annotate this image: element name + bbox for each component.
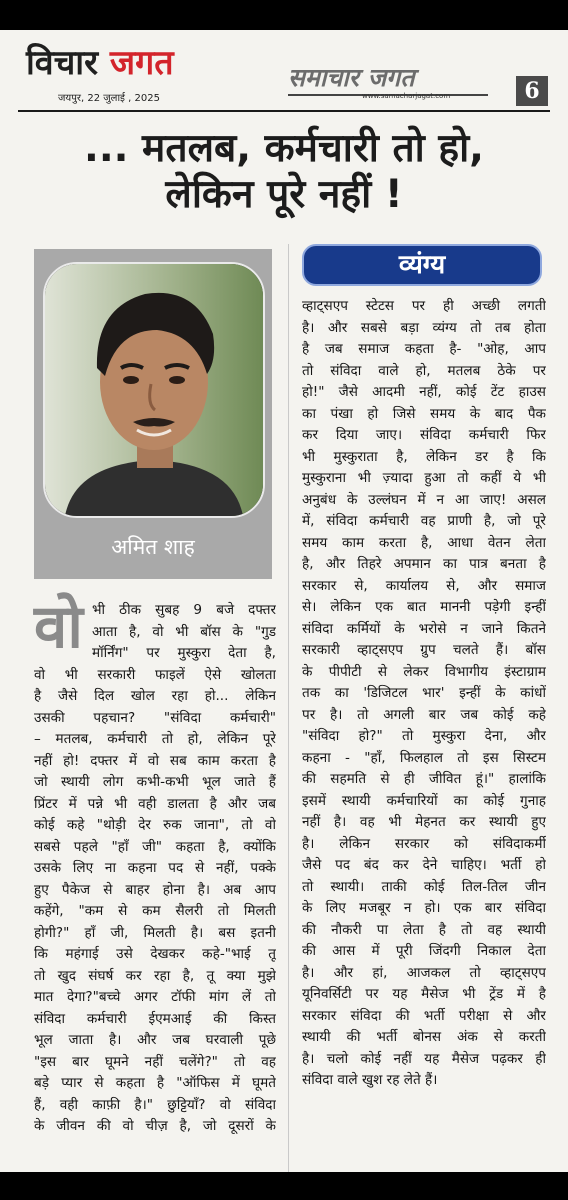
text-line: के जीवन की वो चीज़ है, जो दूसरों के — [34, 1118, 276, 1134]
section-label-satire: व्यंग्य — [302, 244, 542, 286]
masthead-word-vichar: विचार — [26, 43, 99, 83]
text-line: प्रिंटर में पन्ने भी वही डालता है और जब — [34, 795, 276, 812]
author-photo — [43, 262, 265, 518]
headline-line-1: ... मतलब, कर्मचारी तो हो, — [84, 126, 484, 171]
newspaper-url: www.samacharjagat.com — [362, 92, 451, 100]
text-line: "इस बार घूमने नहीं चलेंगे?" तो वह — [34, 1053, 276, 1070]
text-line: मुस्कुराना भी ज़्यादा हुआ तो कहीं ये भी — [302, 470, 546, 486]
text-line: हैं, वही काफ़ी है।" छुट्टियाँ? वो संविदा — [34, 1096, 276, 1113]
text-line: जैसे पद बंद कर देने चाहिए। भर्ती हो — [302, 857, 546, 873]
text-line: पर है। तो अगली बार जब कोई कहे — [302, 706, 546, 723]
text-line: की नौकरी पा लेता है तो वह स्थायी — [302, 921, 546, 938]
text-line: तो स्थायी। ताकी कोई तिल-तिल जीन — [302, 878, 546, 895]
text-line: है, और तिहरे अपमान का पात्र बनता है — [302, 556, 546, 572]
text-line: "संविदा हो?" तो मुस्कुरा देना, और — [302, 728, 546, 744]
text-line: का पंखा हो जिसे समय के बाद पैक — [302, 405, 546, 422]
left-column-text — [34, 600, 276, 1138]
text-line: की आस में पूरी जिंदगी निकाल देता — [302, 943, 546, 959]
text-line: है। चलो कोई नहीं यह मैसेज पढ़कर ही — [302, 1050, 546, 1067]
text-line: के लिए मजबूर न हो। एक बार संविदा — [302, 900, 546, 916]
text-line: नहीं हो! दफ्तर में वो सब काम करता है — [34, 752, 276, 769]
text-line: है। और सबसे बड़ा व्यंग्य तो तब होता — [302, 319, 546, 336]
masthead-date: जयपुर, 22 जुलाई , 2025 — [58, 93, 160, 104]
text-line: भूल जाता है। और जब घरवाली पूछे — [34, 1032, 276, 1048]
text-line: भी ठीक सुबह 9 बजे दफ्तर — [92, 602, 276, 618]
left-column-indented-lines — [34, 600, 276, 665]
navigation-bar — [0, 1172, 568, 1200]
text-line: व्हाट्सएप स्टेटस पर ही अच्छी लगती — [302, 298, 546, 314]
text-line: – मतलब, कर्मचारी तो हो, लेकिन पूरे — [34, 731, 276, 747]
text-line: हुए पैकेज से बाहर होना है। अब आप — [34, 881, 276, 898]
right-column-lines — [302, 296, 546, 1092]
text-line: अनुबंध के उल्लंघन में न आ जाए! असल — [302, 491, 546, 508]
text-line: जो स्थायी लोग कभी-कभी भूल जाते हैं — [34, 774, 276, 790]
text-line: कोई कहे "थोड़ी देर रुक जाना", तो वो — [34, 817, 276, 833]
text-line: संविदा वाले खुश रह लेते हैं। — [302, 1072, 438, 1088]
text-line: कहना - "हाँ, फिलहाल तो इस सिस्टम — [302, 749, 546, 766]
text-line: होगी?" हाँ जी, मिलती है। बस इतनी — [34, 924, 276, 941]
right-column-text — [302, 296, 546, 1092]
headline-line-2: लेकिन पूरे नहीं ! — [165, 172, 403, 217]
text-line: सरकारी व्हाट्सएप ग्रुप चलते हैं। बॉस — [302, 642, 546, 658]
text-line: उसके लिए ना कहना पद से नहीं, पक्के — [34, 860, 276, 876]
page-number: 6 — [516, 76, 548, 106]
text-line: कहेंगे, "कम से कम सैलरी तो मिलती — [34, 903, 276, 919]
text-line: स्थायी की भर्ती बोनस अंक से करती — [302, 1029, 546, 1045]
author-name: अमित शाह — [111, 535, 195, 559]
masthead-divider — [18, 110, 550, 112]
column-divider — [288, 244, 289, 1172]
text-line: समय काम करता है, आधा वेतन लेता — [302, 534, 546, 551]
text-line: कि महंगाई उसे देखकर कहे-"भाई तू — [34, 946, 276, 962]
text-line: तक का 'डिजिटल भार' इन्हीं के कांधों — [302, 685, 546, 701]
left-column-lines — [34, 665, 276, 1138]
article-headline — [20, 126, 548, 218]
text-line: इसमें स्थायी कर्मचारियों का कोई गुनाह — [302, 792, 546, 809]
text-line: तो खुद संघर्ष कर रहा है, तू क्या मुझे — [34, 967, 276, 984]
text-line: कर दिया जाए। संविदा कर्मचारी फिर — [302, 427, 546, 443]
text-line: उसकी पहचान? "संविदा कर्मचारी" — [34, 709, 276, 726]
text-line: वो भी सरकारी फाइलें ऐसे खोलता — [34, 666, 276, 683]
text-line: बड़े प्यार से कहता है "ऑफिस में घूमते — [34, 1075, 276, 1091]
text-line: संविदा कर्मचारी ईएमआई की किस्त — [34, 1010, 276, 1027]
text-line: की सहमति से ही जीवित हूं।" हालांकि — [302, 771, 546, 787]
text-line: सबसे पहले "हाँ जी" कहता है, क्योंकि — [34, 838, 276, 855]
newspaper-page — [0, 30, 568, 1172]
text-line: मात देगा?"बच्चे अगर टॉफी मांग लें तो — [34, 989, 276, 1005]
text-line: सरकार से, कार्यालय से, और समाज — [302, 577, 546, 594]
status-bar — [0, 0, 568, 30]
text-line: संविदा कर्मियों के भरोसे न जाने कितने — [302, 620, 546, 637]
drop-cap: वो — [34, 592, 83, 662]
masthead-word-jagat: जगत — [109, 43, 174, 83]
text-line: है जैसे दिल खोल रहा हो... लेकिन — [34, 688, 276, 704]
newspaper-name: समाचार जगत — [288, 63, 415, 92]
text-line: नहीं है। वह भी मेहनत कर स्थायी हुए — [302, 814, 546, 830]
portrait-illustration — [45, 264, 263, 516]
text-line: में, संविदा कर्मचारी वह प्राणी है, जो पूरे — [302, 513, 546, 529]
text-line: भी मुस्कुराता है, लेकिन डर है कि — [302, 448, 546, 465]
text-line: है जब समाज कहता है- "ओह, आप — [302, 341, 546, 357]
text-line: के पीपीटी से लेकर विभागीय इंस्टाग्राम — [302, 663, 546, 680]
masthead-section-title — [26, 44, 174, 82]
text-line: मॉर्निंग" पर मुस्कुरा देता है, — [92, 645, 276, 661]
author-photo-box — [34, 249, 272, 579]
text-line: है। लेकिन सरकार को संविदाकर्मी — [302, 835, 546, 852]
text-line: से। लेकिन एक बात माननी पड़ेगी इन्हीं — [302, 599, 546, 615]
text-line: सरकार संविदा की भर्ती परीक्षा से और — [302, 1007, 546, 1024]
text-line: है। और हां, आजकल तो व्हाट्सएप — [302, 964, 546, 981]
text-line: आता है, वो भी बॉस के "गुड — [92, 623, 276, 640]
text-line: यूनिवर्सिटी पर यह मैसेज भी ट्रेंड में है — [302, 986, 546, 1002]
text-line: तो संविदा वाले हो, मतलब ठेके पर — [302, 362, 546, 379]
text-line: हो!" जैसे आदमी नहीं, कोई टेंट हाउस — [302, 384, 546, 400]
